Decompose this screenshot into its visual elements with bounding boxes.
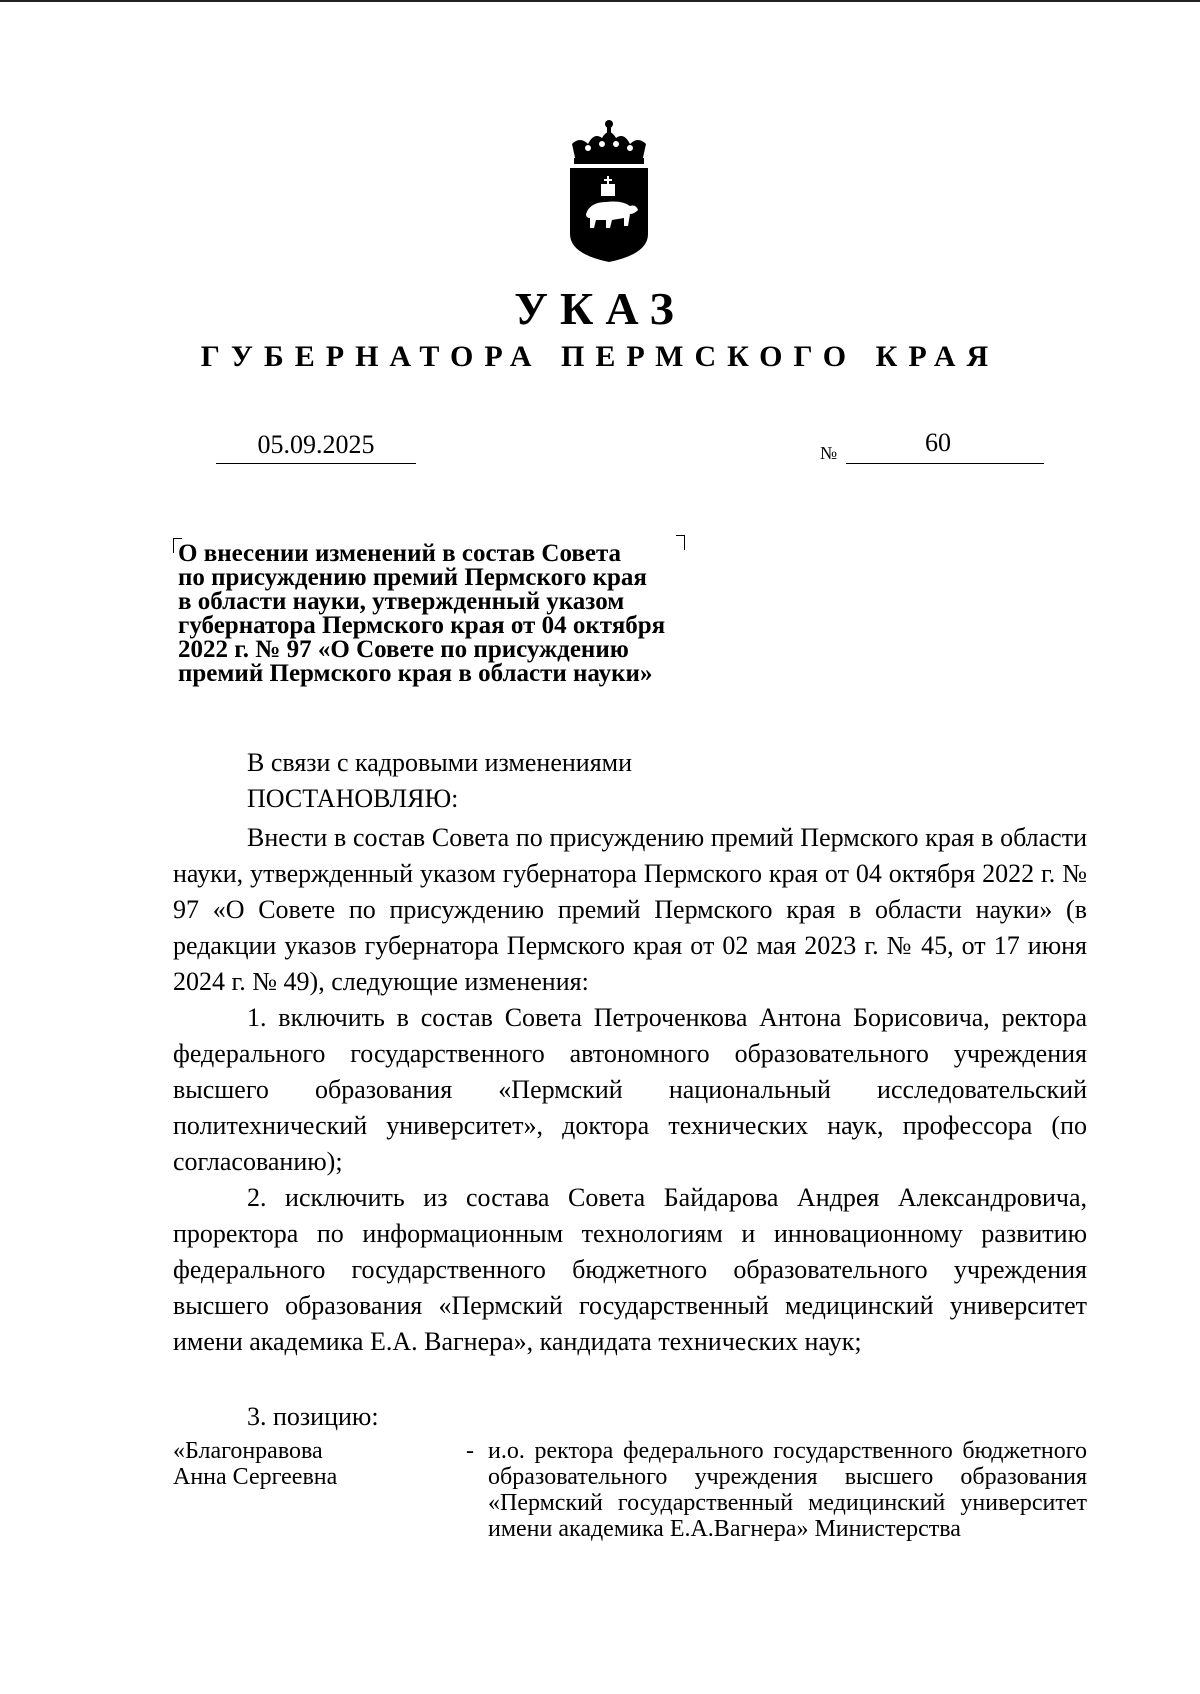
person-name-line: Анна Сергеевна xyxy=(173,1464,338,1490)
person-role: и.о. ректора федерального государственного бюджетного образовательного учреждения высшего образования «Пермский государственный медицинский университет имени академика Е.А.Вагнера» Министерства xyxy=(488,1438,1087,1542)
person-name xyxy=(173,1438,413,1490)
number-underline xyxy=(846,463,1044,464)
item-2-text: 2. исключить из состава Совета Байдарова Андрея Александровича, проректора по информационным технологиям и инновационному развитию федерального государственного бюджетного образовательного учреждения высшего образования «Пермский государственный медицинский университет имени академика Е.А. Вагнера», кандидата технических наук; xyxy=(173,1183,1087,1356)
item-1-text: 1. включить в состав Совета Петроченкова Антона Борисовича, ректора федерального государственного автономного образовательного учреждения высшего образования «Пермский национальный исследовательский политехнический университет», доктора технических наук, профессора (по согласованию); xyxy=(173,1003,1087,1176)
document-title: УКАЗ xyxy=(514,283,686,334)
resolve-word: ПОСТАНОВЛЯЮ: xyxy=(247,784,459,813)
item-1-block xyxy=(173,1000,1087,1180)
heading-line: О внесении изменений в состав Совета xyxy=(178,540,622,567)
issuer-subtitle: ГУБЕРНАТОРА ПЕРМСКОГО КРАЯ xyxy=(200,340,1000,373)
person-name-line: «Благонравова xyxy=(173,1438,323,1464)
top-edge-line xyxy=(0,0,1200,2)
position-dash: - xyxy=(466,1438,474,1464)
intro-reason: В связи с кадровыми изменениями xyxy=(247,748,633,777)
heading-line: в области науки, утвержденный указом xyxy=(178,588,625,615)
item-2-block xyxy=(173,1180,1087,1360)
decree-subject-heading xyxy=(178,542,738,686)
number-label: № xyxy=(820,443,838,463)
heading-line: губернатора Пермского края от 04 октября xyxy=(178,612,666,639)
main-paragraph-block xyxy=(173,820,1087,1000)
item-3-label: 3. позицию: xyxy=(247,1402,379,1431)
heading-line: 2022 г. № 97 «О Совете по присуждению xyxy=(178,636,629,663)
decree-date: 05.09.2025 xyxy=(257,430,375,459)
main-paragraph: Внести в состав Совета по присуждению премий Пермского края в области науки, утвержденный указом губернатора Пермского края от 04 октября 2022 г. № 97 «О Совете по присуждению премий Пермского края в области науки» (в редакции указов губернатора Пермского края от 02 мая 2023 г. № 45, от 17 июня 2024 г. № 49), следующие изменения: xyxy=(173,823,1087,996)
coat-of-arms-emblem xyxy=(566,114,652,264)
decree-number: 60 xyxy=(925,428,951,457)
heading-line: премий Пермского края в области науки» xyxy=(178,660,653,687)
heading-line: по присуждению премий Пермского края xyxy=(178,564,647,591)
date-underline xyxy=(216,463,416,464)
